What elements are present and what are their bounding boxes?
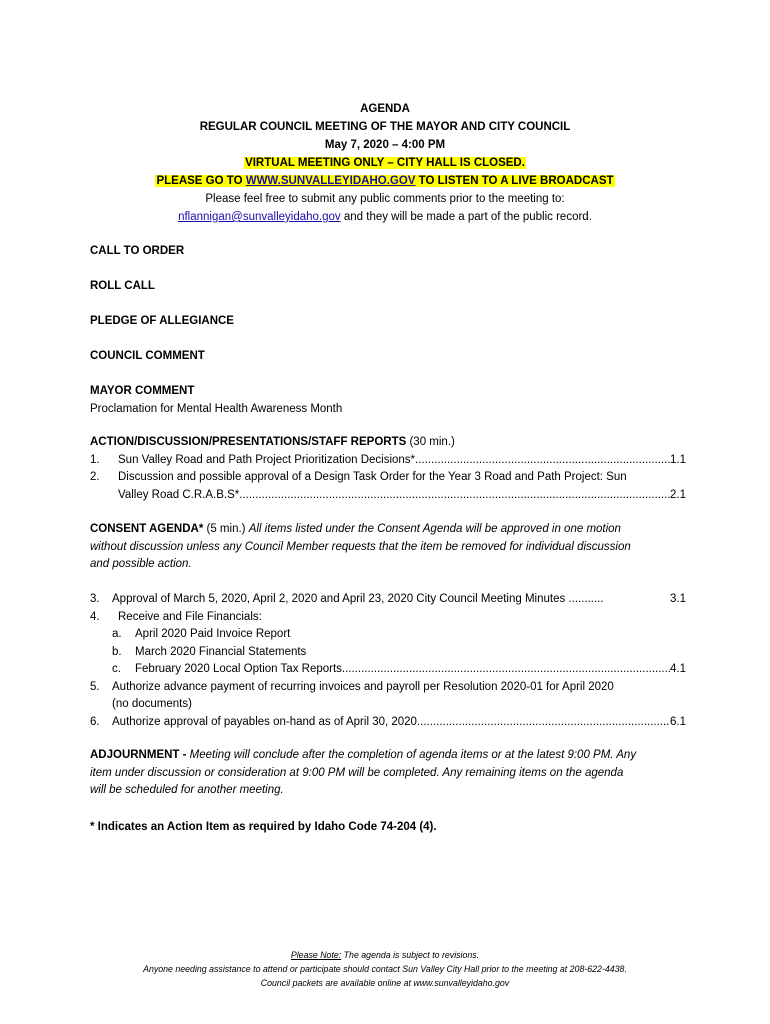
sub-item (90, 626, 686, 644)
sub-item-letter: a. (112, 628, 122, 640)
item-text: (no documents) (112, 698, 192, 710)
list-item (90, 469, 686, 487)
footer-note-line (0, 948, 770, 962)
item-number: 3. (90, 593, 100, 605)
dot-leader (342, 661, 670, 679)
item-page: 2.1 (670, 488, 686, 501)
list-item (90, 591, 686, 609)
broadcast-notice (155, 175, 614, 187)
item-page: 3.1 (670, 593, 686, 605)
item-text: Authorize approval of payables on-hand as of April 30, 2020 (112, 715, 417, 728)
email-line (0, 208, 770, 226)
roll-call: ROLL CALL (90, 280, 155, 292)
broadcast-post: TO LISTEN TO A LIVE BROADCAST (415, 175, 614, 187)
consent-section (90, 521, 686, 574)
action-section (90, 434, 686, 504)
item-text: Sun Valley Road and Path Project Prioritization Decisions* (118, 453, 416, 466)
sub-item (90, 661, 686, 679)
meeting-date: May 7, 2020 – 4:00 PM (324, 139, 446, 151)
footer-packets: Council packets are available online at www.sunvalleyidaho.gov (260, 978, 510, 988)
item-text: Receive and File Financials: (118, 610, 262, 623)
adjournment-text: item under discussion or consideration at 9:00 PM will be completed. Any remaining items on the agenda (90, 766, 624, 779)
consent-intro (90, 521, 686, 539)
dot-leader (415, 452, 670, 470)
council-comment: COUNCIL COMMENT (90, 350, 205, 362)
broadcast-pre: PLEASE GO TO (156, 175, 246, 187)
footer-assistance: Anyone needing assistance to attend or participate should contact Sun Valley City Hall prior to the meeting at 208-622-4438. (143, 964, 627, 974)
virtual-notice-line (0, 154, 770, 172)
broadcast-notice-line (0, 172, 770, 190)
footer-note-label: Please Note: (290, 950, 342, 960)
item-number: 6. (90, 715, 100, 728)
consent-note: All items listed under the Consent Agenda will be approved in one motion (248, 523, 621, 535)
pledge-of-allegiance: PLEDGE OF ALLEGIANCE (90, 315, 234, 327)
list-item (90, 714, 686, 732)
list-item (90, 609, 686, 627)
sub-item-text: March 2020 Financial Statements (135, 645, 307, 658)
virtual-notice: VIRTUAL MEETING ONLY – CITY HALL IS CLOSED. (245, 157, 525, 169)
adjournment-section (90, 747, 686, 800)
mayor-comment-heading: MAYOR COMMENT (90, 385, 195, 397)
sub-item (90, 644, 686, 662)
item-number: 1. (90, 453, 100, 466)
mayor-comment-item: Proclamation for Mental Health Awareness Month (90, 402, 343, 415)
item-page: 6.1 (670, 715, 686, 728)
meeting-name: REGULAR COUNCIL MEETING OF THE MAYOR AND CITY COUNCIL (199, 121, 571, 133)
item-text: Authorize advance payment of recurring invoices and payroll per Resolution 2020-01 for April 2020 (112, 680, 614, 693)
adjournment-text: Meeting will conclude after the completion of agenda items or at the latest 9:00 PM. Any (189, 749, 637, 761)
item-page: 4.1 (670, 663, 686, 675)
adjournment-text: will be scheduled for another meeting. (90, 784, 284, 796)
agenda-header (0, 100, 770, 226)
action-item-note: * Indicates an Action Item as required by Idaho Code 74-204 (4). (90, 821, 437, 833)
email-link[interactable]: nflannigan@sunvalleyidaho.gov (178, 211, 341, 223)
action-duration: (30 min.) (406, 436, 455, 448)
adjournment-line (90, 747, 686, 765)
list-item (90, 679, 686, 697)
consent-note: and possible action. (90, 558, 192, 570)
mayor-comment-section (90, 383, 686, 418)
item-number: 2. (90, 471, 100, 483)
consent-heading: CONSENT AGENDA* (90, 523, 204, 535)
item-number: 4. (90, 610, 100, 623)
consent-duration: (5 min.) (203, 523, 249, 535)
sub-item-letter: c. (112, 663, 121, 675)
call-to-order: CALL TO ORDER (90, 245, 185, 257)
list-item-continuation (90, 487, 686, 505)
sub-item-text: April 2020 Paid Invoice Report (135, 628, 291, 640)
comment-instructions: Please feel free to submit any public comments prior to the meeting to: (205, 193, 565, 205)
item-number: 5. (90, 680, 100, 693)
item-page: 1.1 (670, 453, 686, 466)
footer-note-text: The agenda is subject to revisions. (341, 950, 480, 960)
action-heading: ACTION/DISCUSSION/PRESENTATIONS/STAFF REPORTS (90, 436, 407, 448)
dot-leader (417, 714, 670, 732)
page-footer (0, 948, 770, 990)
item-text: Discussion and possible approval of a Design Task Order for the Year 3 Road and Path Project: Sun (118, 471, 627, 483)
sub-item-letter: b. (112, 645, 122, 658)
list-item-continuation (90, 696, 686, 714)
agenda-title: AGENDA (360, 103, 410, 115)
action-heading-line (90, 434, 686, 452)
item-text: Approval of March 5, 2020, April 2, 2020 and April 23, 2020 City Council Meeting Minutes ........... (112, 593, 604, 605)
item-text: Valley Road C.R.A.B.S* (118, 488, 240, 501)
adjournment-heading: ADJOURNMENT - (90, 749, 190, 761)
dot-leader (239, 487, 670, 505)
list-item (90, 452, 686, 470)
consent-items (90, 591, 686, 731)
email-post: and they will be made a part of the public record. (340, 211, 592, 223)
sub-item-text: February 2020 Local Option Tax Reports (135, 663, 342, 675)
consent-note: without discussion unless any Council Member requests that the item be removed for individual discussion (90, 540, 631, 553)
website-link[interactable]: WWW.SUNVALLEYIDAHO.GOV (245, 175, 416, 187)
